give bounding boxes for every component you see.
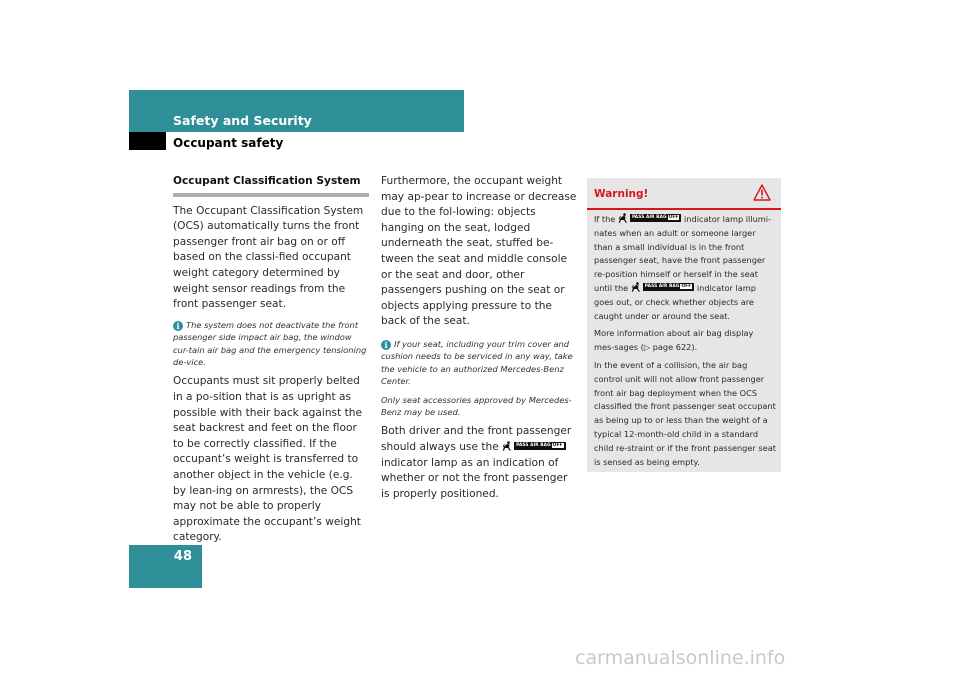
indicator-state: OFF [668, 215, 679, 220]
warning-text-a: If the [594, 214, 616, 224]
warning-header [587, 178, 781, 210]
indicator-label: PASS AIR BAG [631, 215, 667, 220]
passenger-seat-icon [502, 441, 512, 451]
paragraph-seating: Occupants must sit properly belted in a po-sition that is as upright as possible with their back against the seat backrest and feet on the floor to be correctly classified. If the occupant’s weight is transferred to another object in the vehicle (e.g. by lean-ing on armrests), the OCS may not be able to properly approximate the occupant’s weight category. [173, 375, 362, 544]
passenger-seat-icon [618, 213, 628, 223]
paragraph-indicator [381, 424, 577, 502]
info-note [173, 319, 369, 369]
page-number: 48 [173, 549, 192, 564]
warning-triangle-icon [753, 184, 771, 201]
warning-text-b: indicator lamp illumi-nates when an adult or someone larger than a small individual is in the front passenger seat, have the front passenger re-position himself or herself in the seat until the [594, 214, 771, 293]
info-note-text: The system does not deactivate the front passenger side impact air bag, the window cur-tain air bag and the emergency tensioning de-vice. [173, 319, 367, 367]
indicator-state: OFF [681, 283, 692, 289]
watermark: carmanualsonline.info [575, 647, 786, 669]
indicator-label: PASS AIR BAG [516, 442, 551, 448]
warning-title: Warning! [594, 188, 649, 200]
pass-airbag-off-indicator-icon [502, 441, 565, 451]
column-middle [381, 174, 577, 502]
paragraph-weight-factors: Furthermore, the occupant weight may ap-pear to increase or decrease due to the fol-lowing: objects hanging on the seat, lodged underneath the seat, stuffed be-tween the seat and middle console or the seat and door, other passengers pushing on the seat or objects applying pressure to the back of the seat. [381, 175, 577, 328]
paragraph-ocs-intro: The Occupant Classification System (OCS) automatically turns the front passenger front air bag on or off based on the classi-fied occupant weight category determined by weight sensor readings from the front passenger seat. [173, 204, 364, 311]
heading-ocs: Occupant Classification System [173, 174, 369, 197]
warning-paragraph-1 [594, 213, 776, 323]
pass-airbag-off-indicator-icon [618, 213, 681, 223]
warning-body [594, 213, 776, 473]
indicator-text-pre: Both driver and the front passenger should always use the [381, 425, 572, 453]
column-left [173, 174, 369, 546]
info-note-service [381, 338, 577, 418]
info-icon: i [381, 340, 391, 350]
page-number-box [129, 545, 202, 588]
info-note-accessories-text: Only seat accessories approved by Mercedes-Benz may be used. [381, 394, 572, 417]
subsection-title: Occupant safety [173, 136, 284, 150]
warning-text-c: indicator lamp goes out, or check whether objects are caught under or around the seat. [594, 282, 756, 321]
section-title: Safety and Security [173, 113, 312, 128]
indicator-label: PASS AIR BAG [644, 283, 680, 289]
warning-paragraph-3: In the event of a collision, the air bag control unit will not allow front passenger front air bag deployment when the OCS classified the front passenger seat occupant as being up to or less than the weight of a typical 12-month-old child in a standard child re-straint or if the front passenger seat is sensed as being empty. [594, 359, 776, 467]
pass-airbag-off-indicator-icon [631, 282, 694, 292]
indicator-text-post: indicator lamp as an indication of whether or not the front passenger is properly positioned. [381, 456, 568, 500]
passenger-seat-icon [631, 282, 641, 292]
info-note-service-text: If your seat, including your trim cover and cushion needs to be serviced in any way, take the vehicle to an authorized Mercedes-Benz Center. [381, 338, 573, 387]
indicator-state: OFF [552, 442, 563, 448]
header-marker [129, 132, 166, 150]
info-icon: i [173, 321, 183, 331]
warning-paragraph-2: More information about air bag display mes-sages (▷ page 622). [594, 328, 754, 353]
warning-box [587, 178, 781, 472]
